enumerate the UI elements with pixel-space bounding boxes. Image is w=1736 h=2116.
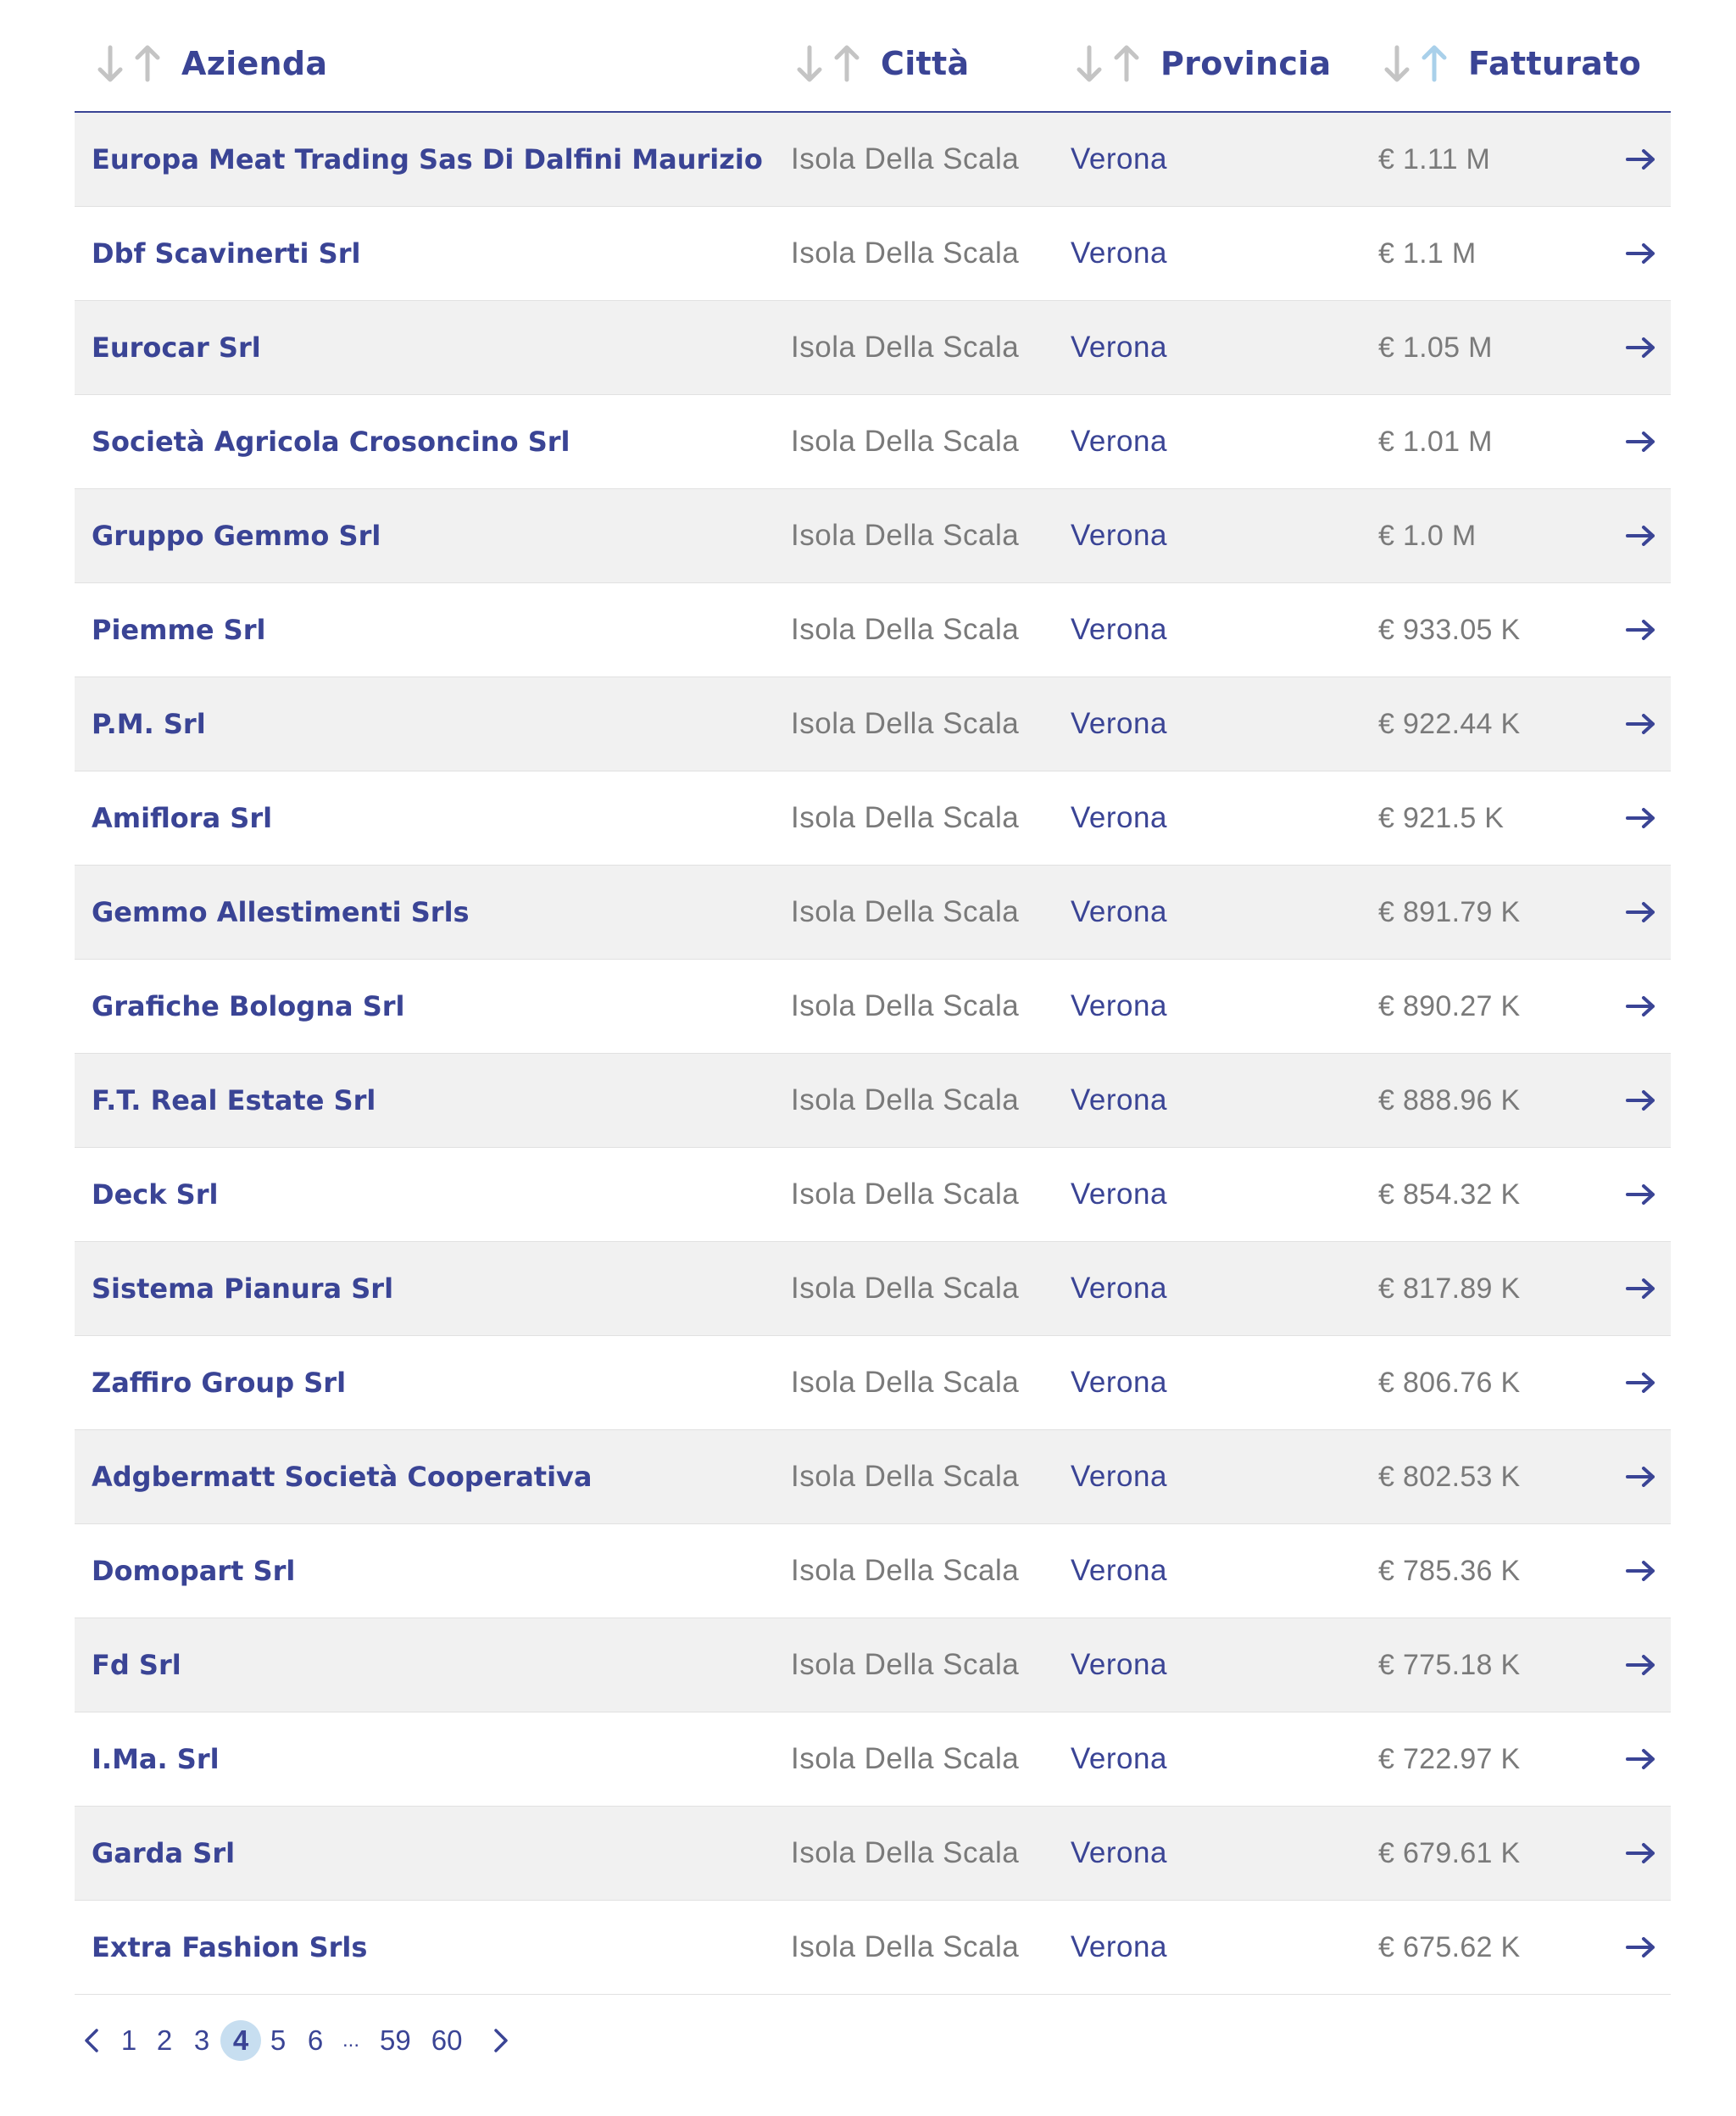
row-open-button[interactable] [1624, 395, 1658, 488]
province-cell: Verona [1071, 425, 1167, 458]
province-cell: Verona [1071, 237, 1167, 270]
company-name-link[interactable]: Deck Srl [92, 1178, 219, 1211]
page-59[interactable]: 59 [380, 2024, 411, 2056]
sort-up-icon[interactable] [828, 41, 865, 86]
arrow-right-icon [1624, 899, 1658, 925]
company-name-link[interactable]: Grafiche Bologna Srl [92, 990, 405, 1022]
row-open-button[interactable] [1624, 1807, 1658, 1900]
city-cell: Isola Della Scala [791, 1366, 1020, 1399]
company-name-link[interactable]: P.M. Srl [92, 708, 206, 740]
province-cell: Verona [1071, 1836, 1167, 1869]
chevron-right-icon [489, 2025, 513, 2056]
province-cell: Verona [1071, 331, 1167, 364]
revenue-cell: € 806.76 K [1378, 1366, 1521, 1399]
row-open-button[interactable] [1624, 207, 1658, 300]
city-cell: Isola Della Scala [791, 1272, 1020, 1305]
table-row[interactable] [75, 395, 1671, 489]
table-row[interactable] [75, 1148, 1671, 1242]
arrow-right-icon [1624, 1276, 1658, 1301]
row-open-button[interactable] [1624, 1054, 1658, 1147]
table-row[interactable] [75, 207, 1671, 301]
page-5[interactable]: 5 [270, 2024, 287, 2056]
row-open-button[interactable] [1624, 1148, 1658, 1241]
arrow-right-icon [1624, 617, 1658, 643]
revenue-cell: € 785.36 K [1378, 1554, 1521, 1587]
city-cell: Isola Della Scala [791, 1930, 1020, 1963]
table-row[interactable] [75, 1807, 1671, 1901]
header-company[interactable] [92, 41, 327, 86]
company-name-link[interactable]: Extra Fashion Srls [92, 1931, 368, 1963]
province-cell: Verona [1071, 519, 1167, 552]
company-name-link[interactable]: Gemmo Allestimenti Srls [92, 896, 470, 928]
province-cell: Verona [1071, 801, 1167, 834]
city-cell: Isola Della Scala [791, 142, 1020, 175]
arrow-right-icon [1624, 994, 1658, 1019]
header-revenue[interactable] [1378, 41, 1641, 86]
table-row[interactable] [75, 866, 1671, 960]
row-open-button[interactable] [1624, 1336, 1658, 1429]
revenue-cell: € 775.18 K [1378, 1648, 1521, 1681]
company-name-link[interactable]: F.T. Real Estate Srl [92, 1084, 376, 1116]
row-open-button[interactable] [1624, 1901, 1658, 1994]
row-open-button[interactable] [1624, 301, 1658, 394]
city-cell: Isola Della Scala [791, 425, 1020, 458]
province-cell: Verona [1071, 1460, 1167, 1493]
revenue-cell: € 1.0 M [1378, 519, 1477, 552]
arrow-right-icon [1624, 429, 1658, 454]
table-row[interactable] [75, 960, 1671, 1054]
table-row[interactable] [75, 677, 1671, 771]
company-name-link[interactable]: Sistema Pianura Srl [92, 1272, 394, 1305]
table-row[interactable] [75, 1524, 1671, 1618]
company-name-link[interactable]: I.Ma. Srl [92, 1743, 220, 1775]
table-row[interactable] [75, 1901, 1671, 1995]
arrow-right-icon [1624, 147, 1658, 172]
table-row[interactable] [75, 1054, 1671, 1148]
city-cell: Isola Della Scala [791, 707, 1020, 740]
revenue-cell: € 679.61 K [1378, 1836, 1521, 1869]
pagination-ellipsis: ... [342, 2029, 360, 2052]
company-name-link[interactable]: Fd Srl [92, 1649, 181, 1681]
sort-up-icon[interactable] [1108, 41, 1145, 86]
arrow-right-icon [1624, 711, 1658, 737]
province-cell: Verona [1071, 1366, 1167, 1399]
province-cell: Verona [1071, 1930, 1167, 1963]
revenue-cell: € 1.01 M [1378, 425, 1493, 458]
sort-up-icon[interactable] [129, 41, 166, 86]
row-open-button[interactable] [1624, 960, 1658, 1053]
sort-down-icon[interactable] [1378, 41, 1416, 86]
row-open-button[interactable] [1624, 1430, 1658, 1523]
row-open-button[interactable] [1624, 489, 1658, 582]
arrow-right-icon [1624, 241, 1658, 266]
province-cell: Verona [1071, 613, 1167, 646]
city-cell: Isola Della Scala [791, 237, 1020, 270]
table-row[interactable] [75, 771, 1671, 866]
row-open-button[interactable] [1624, 771, 1658, 865]
table-body [75, 113, 1671, 1995]
city-cell: Isola Della Scala [791, 1460, 1020, 1493]
company-name-link[interactable]: Domopart Srl [92, 1555, 296, 1587]
revenue-cell: € 1.11 M [1378, 142, 1491, 175]
header-label-company: Azienda [181, 45, 328, 82]
table-row[interactable] [75, 583, 1671, 677]
arrow-right-icon [1624, 1182, 1658, 1207]
sort-down-icon[interactable] [791, 41, 828, 86]
pagination [75, 2011, 518, 2070]
page-6[interactable]: 6 [307, 2024, 324, 2056]
province-cell: Verona [1071, 142, 1167, 175]
revenue-cell: € 933.05 K [1378, 613, 1521, 646]
sort-down-icon[interactable] [1071, 41, 1108, 86]
city-cell: Isola Della Scala [791, 1554, 1020, 1587]
company-name-link[interactable]: Amiflora Srl [92, 802, 273, 834]
city-cell: Isola Della Scala [791, 613, 1020, 646]
revenue-cell: € 1.05 M [1378, 331, 1493, 364]
city-cell: Isola Della Scala [791, 1836, 1020, 1869]
page-3[interactable]: 3 [193, 2024, 210, 2056]
arrow-right-icon [1624, 1088, 1658, 1113]
revenue-cell: € 675.62 K [1378, 1930, 1521, 1963]
company-name-link[interactable]: Garda Srl [92, 1837, 236, 1869]
city-cell: Isola Della Scala [791, 801, 1020, 834]
company-name-link[interactable]: Adgbermatt Società Cooperativa [92, 1461, 593, 1493]
arrow-right-icon [1624, 523, 1658, 548]
row-open-button[interactable] [1624, 113, 1658, 206]
table-row[interactable] [75, 301, 1671, 395]
revenue-cell: € 854.32 K [1378, 1178, 1521, 1211]
city-cell: Isola Della Scala [791, 1083, 1020, 1116]
province-cell: Verona [1071, 1554, 1167, 1587]
company-name-link[interactable]: Dbf Scavinerti Srl [92, 237, 361, 270]
city-cell: Isola Della Scala [791, 1648, 1020, 1681]
company-name-link[interactable]: Europa Meat Trading Sas Di Dalfini Maurizio [92, 143, 763, 175]
table-row[interactable] [75, 113, 1671, 207]
province-cell: Verona [1071, 1742, 1167, 1775]
table-header [75, 0, 1671, 113]
company-name-link[interactable]: Piemme Srl [92, 614, 266, 646]
row-open-button[interactable] [1624, 1618, 1658, 1712]
city-cell: Isola Della Scala [791, 989, 1020, 1022]
province-cell: Verona [1071, 1083, 1167, 1116]
table-row[interactable] [75, 1336, 1671, 1430]
city-cell: Isola Della Scala [791, 895, 1020, 928]
province-cell: Verona [1071, 1648, 1167, 1681]
page-60[interactable]: 60 [431, 2024, 463, 2056]
prev-page-button[interactable] [75, 2025, 108, 2056]
row-open-button[interactable] [1624, 583, 1658, 677]
arrow-right-icon [1624, 1370, 1658, 1395]
table-row[interactable] [75, 1712, 1671, 1807]
chevron-left-icon [80, 2025, 103, 2056]
table-row[interactable] [75, 1242, 1671, 1336]
sort-up-active-icon[interactable] [1416, 41, 1453, 86]
revenue-cell: € 888.96 K [1378, 1083, 1521, 1116]
arrow-right-icon [1624, 1652, 1658, 1678]
row-open-button[interactable] [1624, 677, 1658, 771]
revenue-cell: € 890.27 K [1378, 989, 1521, 1022]
city-cell: Isola Della Scala [791, 519, 1020, 552]
arrow-right-icon [1624, 805, 1658, 831]
province-cell: Verona [1071, 989, 1167, 1022]
arrow-right-icon [1624, 1935, 1658, 1960]
province-cell: Verona [1071, 895, 1167, 928]
sort-controls-city[interactable] [791, 41, 865, 86]
sort-controls-company[interactable] [92, 41, 166, 86]
arrow-right-icon [1624, 1558, 1658, 1584]
companies-table [75, 0, 1671, 1995]
next-page-button[interactable] [484, 2025, 518, 2056]
table-row[interactable] [75, 489, 1671, 583]
company-name-link[interactable]: Eurocar Srl [92, 331, 261, 364]
row-open-button[interactable] [1624, 1524, 1658, 1618]
revenue-cell: € 802.53 K [1378, 1460, 1521, 1493]
row-open-button[interactable] [1624, 866, 1658, 959]
province-cell: Verona [1071, 1272, 1167, 1305]
row-open-button[interactable] [1624, 1242, 1658, 1335]
arrow-right-icon [1624, 1746, 1658, 1772]
company-name-link[interactable]: Gruppo Gemmo Srl [92, 520, 381, 552]
revenue-cell: € 1.1 M [1378, 237, 1477, 270]
city-cell: Isola Della Scala [791, 1742, 1020, 1775]
page-1[interactable]: 1 [120, 2024, 137, 2056]
province-cell: Verona [1071, 1178, 1167, 1211]
city-cell: Isola Della Scala [791, 331, 1020, 364]
arrow-right-icon [1624, 1464, 1658, 1490]
revenue-cell: € 722.97 K [1378, 1742, 1521, 1775]
header-city[interactable] [791, 41, 969, 86]
arrow-right-icon [1624, 1840, 1658, 1866]
header-label-city: Città [881, 45, 970, 82]
table-row[interactable] [75, 1618, 1671, 1712]
header-label-province: Provincia [1160, 45, 1332, 82]
page-4-current[interactable]: 4 [220, 2020, 261, 2061]
city-cell: Isola Della Scala [791, 1178, 1020, 1211]
province-cell: Verona [1071, 707, 1167, 740]
sort-down-icon[interactable] [92, 41, 129, 86]
header-province[interactable] [1071, 41, 1331, 86]
page-2[interactable]: 2 [156, 2024, 173, 2056]
row-open-button[interactable] [1624, 1712, 1658, 1806]
revenue-cell: € 922.44 K [1378, 707, 1521, 740]
revenue-cell: € 891.79 K [1378, 895, 1521, 928]
table-row[interactable] [75, 1430, 1671, 1524]
sort-controls-revenue[interactable] [1378, 41, 1453, 86]
header-label-revenue: Fatturato [1468, 45, 1642, 82]
arrow-right-icon [1624, 335, 1658, 360]
revenue-cell: € 817.89 K [1378, 1272, 1521, 1305]
sort-controls-province[interactable] [1071, 41, 1145, 86]
company-name-link[interactable]: Società Agricola Crosoncino Srl [92, 426, 570, 458]
company-name-link[interactable]: Zaffiro Group Srl [92, 1367, 347, 1399]
revenue-cell: € 921.5 K [1378, 801, 1505, 834]
